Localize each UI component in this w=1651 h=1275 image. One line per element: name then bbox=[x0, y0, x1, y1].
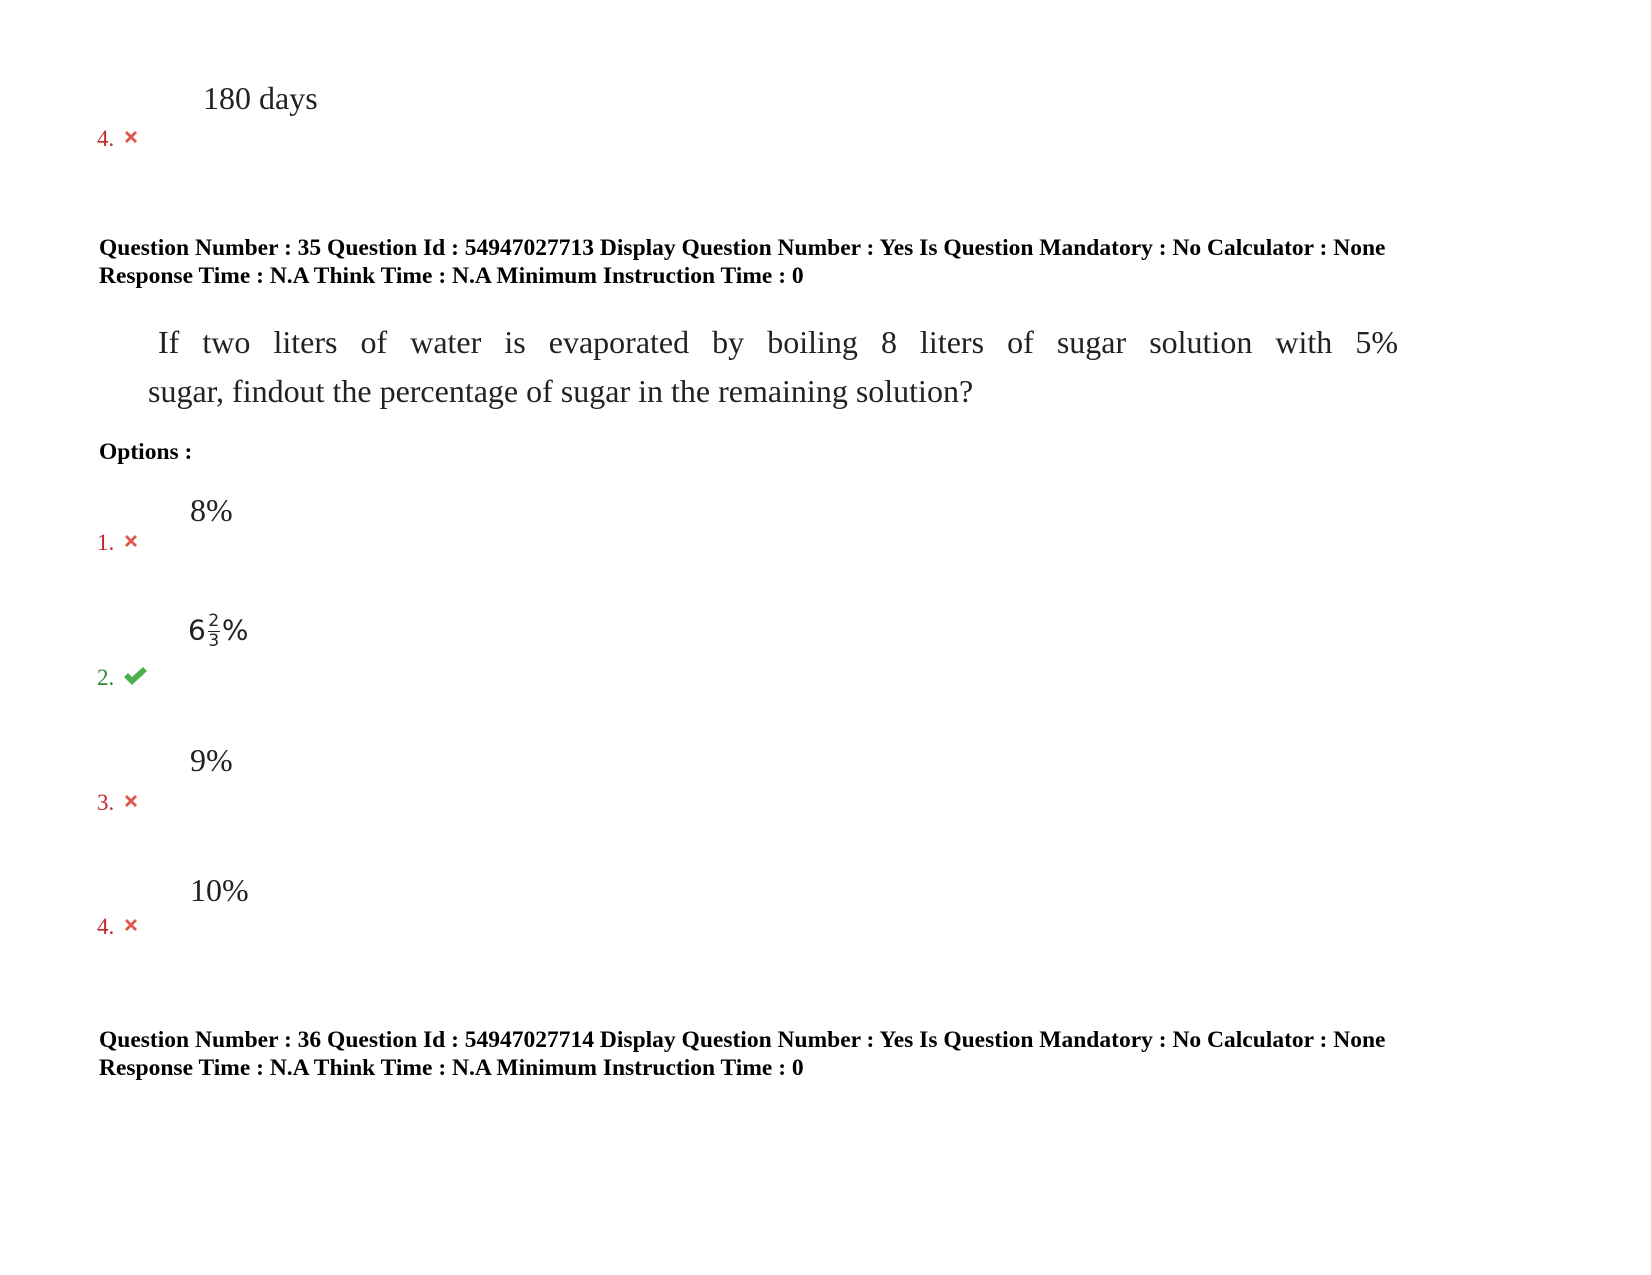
cross-icon bbox=[122, 914, 140, 940]
question-line-1: If two liters of water is evaporated by boiling 8 liters of sugar solution with 5% bbox=[158, 324, 1398, 360]
options-label: Options : bbox=[99, 439, 193, 465]
fraction-denominator: 3 bbox=[208, 631, 220, 651]
percent-sign: % bbox=[221, 613, 249, 647]
option-number: 4. bbox=[97, 126, 115, 151]
option-number: 3. bbox=[97, 790, 115, 815]
cross-icon bbox=[122, 790, 140, 816]
option-4-content: 10% bbox=[190, 872, 249, 908]
cross-icon bbox=[122, 126, 140, 152]
prev-option-4 bbox=[97, 126, 140, 152]
option-number: 4. bbox=[97, 914, 115, 939]
option-3-content: 9% bbox=[190, 742, 233, 778]
option-4 bbox=[97, 914, 140, 940]
q36-meta-line1: Question Number : 36 Question Id : 54947027714 Display Question Number : Yes Is Question Mandatory : No Calculator : None bbox=[99, 1027, 1386, 1053]
prev-option-4-content: 180 days bbox=[203, 80, 318, 116]
option-2-content bbox=[188, 612, 248, 651]
option-1-content: 8% bbox=[190, 492, 233, 528]
fraction-numerator: 2 bbox=[208, 611, 220, 631]
q35-question-text bbox=[148, 318, 1398, 416]
option-1 bbox=[97, 530, 140, 556]
fraction bbox=[208, 612, 220, 651]
option-3 bbox=[97, 790, 140, 816]
q35-meta-line1: Question Number : 35 Question Id : 54947027713 Display Question Number : Yes Is Question Mandatory : No Calculator : None bbox=[99, 235, 1386, 261]
option-2 bbox=[97, 665, 148, 693]
question-line-2: sugar, findout the percentage of sugar in the remaining solution? bbox=[148, 373, 974, 409]
q35-meta-line2: Response Time : N.A Think Time : N.A Minimum Instruction Time : 0 bbox=[99, 263, 804, 289]
option-number: 2. bbox=[97, 665, 115, 690]
mixed-whole: 6 bbox=[188, 613, 206, 647]
cross-icon bbox=[122, 530, 140, 556]
option-number: 1. bbox=[97, 530, 115, 555]
check-icon bbox=[122, 665, 148, 693]
q36-meta-line2: Response Time : N.A Think Time : N.A Minimum Instruction Time : 0 bbox=[99, 1055, 804, 1081]
